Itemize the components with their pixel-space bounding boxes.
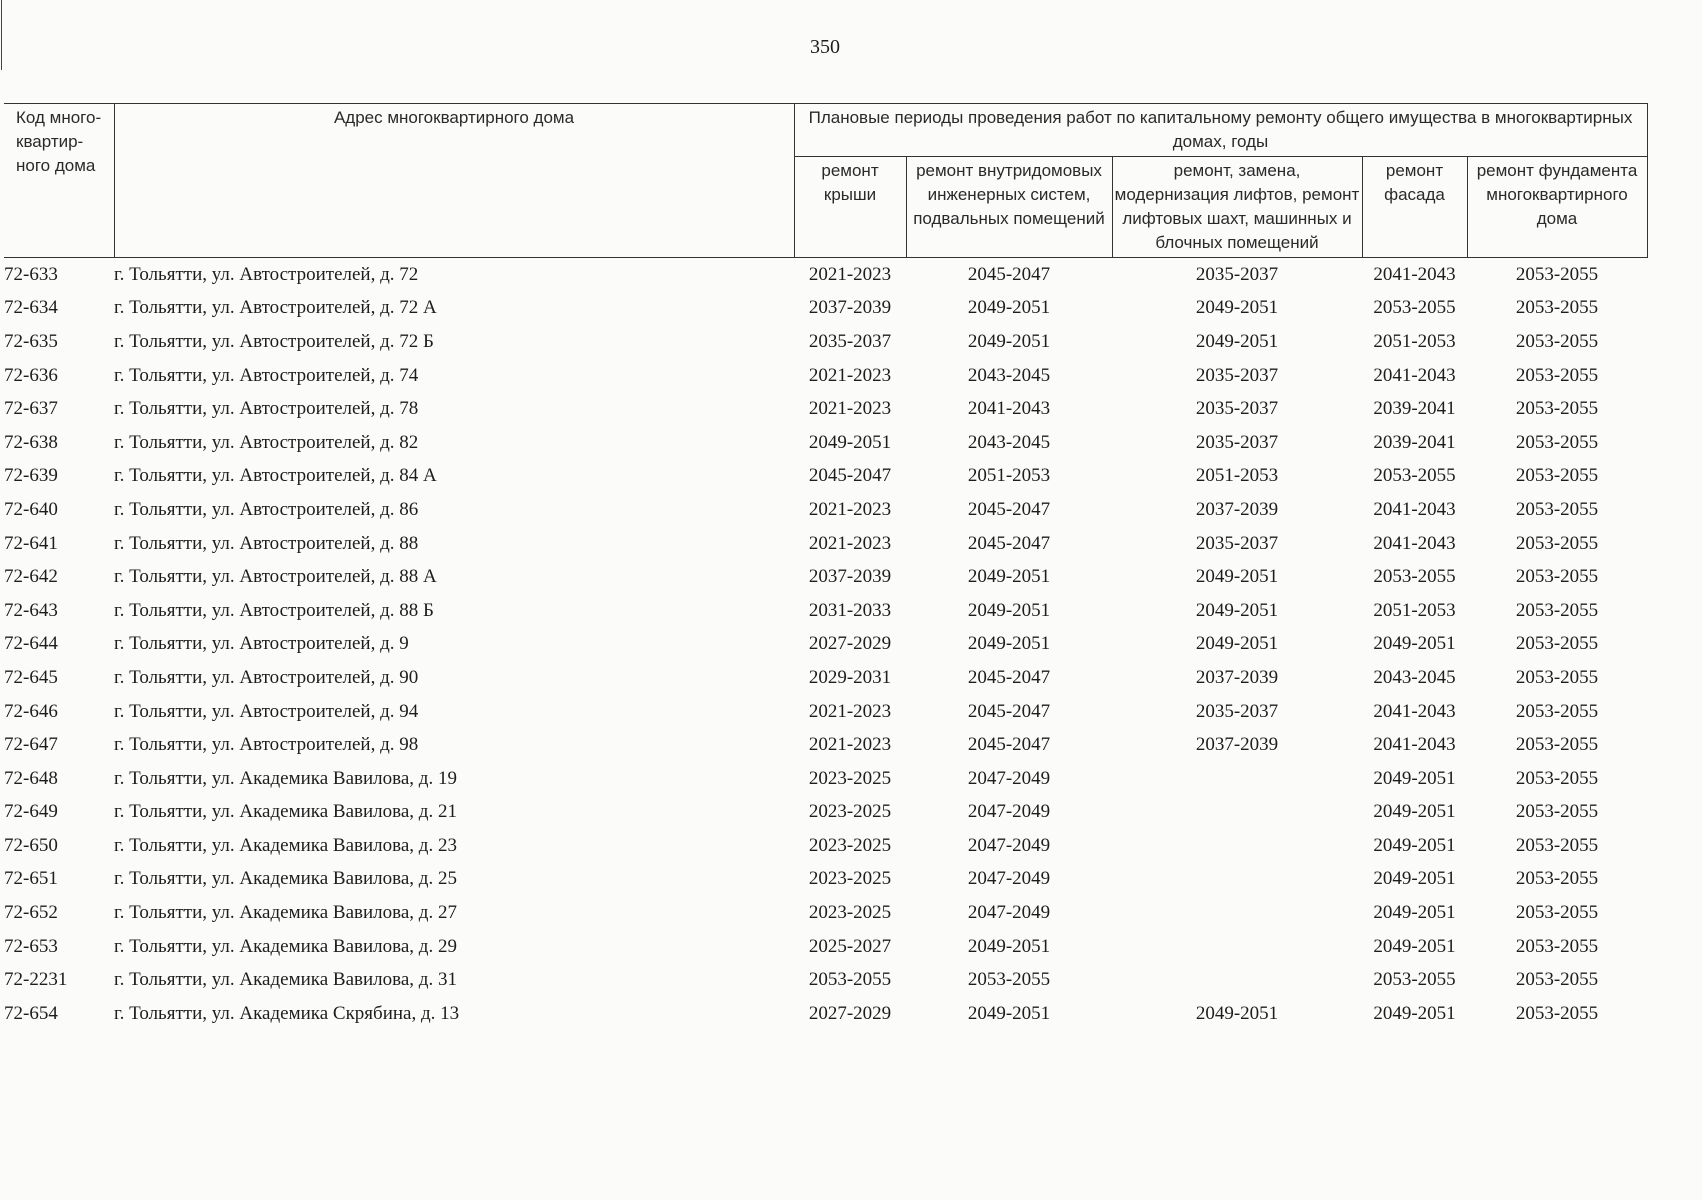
cell-roof: 2021-2023 xyxy=(808,700,892,722)
cell-facade: 2049-2051 xyxy=(1373,767,1456,789)
cell-engineering: 2049-2051 xyxy=(967,633,1051,655)
table-row xyxy=(4,762,1647,796)
cell-code: 72-646 xyxy=(4,700,58,722)
cell-roof: 2021-2023 xyxy=(808,734,892,756)
cell-elevators: 2049-2051 xyxy=(1195,297,1279,319)
header-foundation: ремонт фундамента многоквартирного дома xyxy=(1467,157,1647,258)
cell-code: 72-637 xyxy=(4,398,58,420)
cell-code: 72-638 xyxy=(4,431,58,453)
cell-elevators: 2035-2037 xyxy=(1195,263,1279,285)
cell-engineering: 2045-2047 xyxy=(967,263,1051,285)
cell-address: г. Тольятти, ул. Академика Вавилова, д. 23 xyxy=(114,834,457,856)
page-number: 350 xyxy=(810,36,840,58)
cell-elevators: 2049-2051 xyxy=(1195,633,1279,655)
table-row xyxy=(4,896,1647,930)
cell-elevators xyxy=(1112,863,1362,897)
cell-facade: 2049-2051 xyxy=(1373,902,1456,924)
table-row xyxy=(4,829,1647,863)
cell-facade: 2049-2051 xyxy=(1373,834,1456,856)
cell-code: 72-653 xyxy=(4,935,58,957)
cell-foundation: 2053-2055 xyxy=(1515,566,1599,588)
cell-code: 72-651 xyxy=(4,868,58,890)
cell-code: 72-640 xyxy=(4,498,58,520)
cell-facade: 2041-2043 xyxy=(1373,498,1456,520)
cell-foundation: 2053-2055 xyxy=(1515,868,1599,890)
table-body xyxy=(4,258,1647,1031)
cell-foundation: 2053-2055 xyxy=(1515,398,1599,420)
cell-address: г. Тольятти, ул. Академика Вавилова, д. 19 xyxy=(114,767,457,789)
table-row xyxy=(4,560,1647,594)
cell-facade: 2043-2045 xyxy=(1373,666,1456,688)
table-row xyxy=(4,628,1647,662)
cell-roof: 2023-2025 xyxy=(808,902,892,924)
cell-roof: 2021-2023 xyxy=(808,398,892,420)
cell-elevators: 2037-2039 xyxy=(1195,666,1279,688)
cell-foundation: 2053-2055 xyxy=(1515,532,1599,554)
cell-code: 72-650 xyxy=(4,834,58,856)
cell-address: г. Тольятти, ул. Академика Скрябина, д. 13 xyxy=(114,1002,460,1024)
cell-elevators: 2049-2051 xyxy=(1195,330,1279,352)
cell-address: г. Тольятти, ул. Автостроителей, д. 82 xyxy=(114,431,419,453)
cell-foundation: 2053-2055 xyxy=(1515,902,1599,924)
cell-foundation: 2053-2055 xyxy=(1515,969,1599,991)
cell-engineering: 2049-2051 xyxy=(967,297,1051,319)
table-row xyxy=(4,292,1647,326)
header-roof: ремонт крыши xyxy=(794,157,906,258)
cell-foundation: 2053-2055 xyxy=(1515,297,1599,319)
cell-roof: 2029-2031 xyxy=(808,666,892,688)
table-row xyxy=(4,728,1647,762)
cell-roof: 2023-2025 xyxy=(808,834,892,856)
cell-foundation: 2053-2055 xyxy=(1515,498,1599,520)
cell-address: г. Тольятти, ул. Автостроителей, д. 78 xyxy=(114,398,419,420)
cell-address: г. Тольятти, ул. Автостроителей, д. 94 xyxy=(114,700,419,722)
cell-foundation: 2053-2055 xyxy=(1515,834,1599,856)
header-engineering: ремонт внутридомовых инженерных систем, подвальных помещений xyxy=(906,157,1112,258)
cell-roof: 2035-2037 xyxy=(808,330,892,352)
cell-address: г. Тольятти, ул. Автостроителей, д. 86 xyxy=(114,498,419,520)
cell-address: г. Тольятти, ул. Академика Вавилова, д. 27 xyxy=(114,902,457,924)
cell-foundation: 2053-2055 xyxy=(1515,599,1599,621)
cell-engineering: 2053-2055 xyxy=(967,969,1051,991)
cell-elevators: 2035-2037 xyxy=(1195,700,1279,722)
cell-code: 72-635 xyxy=(4,330,58,352)
cell-facade: 2049-2051 xyxy=(1373,633,1456,655)
cell-facade: 2051-2053 xyxy=(1373,330,1456,352)
cell-elevators: 2035-2037 xyxy=(1195,364,1279,386)
cell-foundation: 2053-2055 xyxy=(1515,1002,1599,1024)
cell-address: г. Тольятти, ул. Автостроителей, д. 72 Б xyxy=(114,330,434,352)
cell-code: 72-2231 xyxy=(4,969,68,991)
cell-code: 72-634 xyxy=(4,297,58,319)
header-facade: ремонт фасада xyxy=(1362,157,1467,258)
cell-address: г. Тольятти, ул. Автостроителей, д. 88 Б xyxy=(114,599,434,621)
cell-address: г. Тольятти, ул. Академика Вавилова, д. 31 xyxy=(114,969,457,991)
cell-roof: 2023-2025 xyxy=(808,868,892,890)
cell-roof: 2031-2033 xyxy=(808,599,892,621)
cell-address: г. Тольятти, ул. Автостроителей, д. 74 xyxy=(114,364,419,386)
cell-address: г. Тольятти, ул. Академика Вавилова, д. 21 xyxy=(114,801,457,823)
cell-foundation: 2053-2055 xyxy=(1515,364,1599,386)
cell-roof: 2027-2029 xyxy=(808,1002,892,1024)
cell-elevators: 2037-2039 xyxy=(1195,734,1279,756)
cell-facade: 2053-2055 xyxy=(1373,969,1456,991)
cell-code: 72-633 xyxy=(4,263,58,285)
cell-address: г. Тольятти, ул. Академика Вавилова, д. 25 xyxy=(114,868,457,890)
cell-facade: 2039-2041 xyxy=(1373,398,1456,420)
cell-facade: 2053-2055 xyxy=(1373,566,1456,588)
table-row xyxy=(4,796,1647,830)
cell-facade: 2041-2043 xyxy=(1373,700,1456,722)
cell-code: 72-639 xyxy=(4,465,58,487)
cell-address: г. Тольятти, ул. Автостроителей, д. 72 А xyxy=(114,297,437,319)
cell-code: 72-654 xyxy=(4,1002,58,1024)
cell-code: 72-652 xyxy=(4,902,58,924)
table-row xyxy=(4,460,1647,494)
cell-engineering: 2043-2045 xyxy=(967,431,1051,453)
cell-facade: 2049-2051 xyxy=(1373,801,1456,823)
cell-elevators: 2035-2037 xyxy=(1195,431,1279,453)
cell-elevators: 2049-2051 xyxy=(1195,599,1279,621)
cell-facade: 2041-2043 xyxy=(1373,263,1456,285)
table-row xyxy=(4,493,1647,527)
cell-engineering: 2045-2047 xyxy=(967,666,1051,688)
table-row xyxy=(4,930,1647,964)
table-row xyxy=(4,426,1647,460)
table-row xyxy=(4,594,1647,628)
cell-engineering: 2047-2049 xyxy=(967,868,1051,890)
cell-engineering: 2045-2047 xyxy=(967,700,1051,722)
cell-facade: 2053-2055 xyxy=(1373,465,1456,487)
cell-facade: 2049-2051 xyxy=(1373,935,1456,957)
cell-code: 72-636 xyxy=(4,364,58,386)
cell-foundation: 2053-2055 xyxy=(1515,465,1599,487)
cell-engineering: 2049-2051 xyxy=(967,935,1051,957)
cell-elevators xyxy=(1112,896,1362,930)
cell-foundation: 2053-2055 xyxy=(1515,767,1599,789)
cell-foundation: 2053-2055 xyxy=(1515,734,1599,756)
cell-facade: 2039-2041 xyxy=(1373,431,1456,453)
cell-code: 72-641 xyxy=(4,532,58,554)
cell-engineering: 2049-2051 xyxy=(967,1002,1051,1024)
cell-foundation: 2053-2055 xyxy=(1515,633,1599,655)
cell-code: 72-644 xyxy=(4,633,58,655)
cell-facade: 2049-2051 xyxy=(1373,1002,1456,1024)
cell-engineering: 2051-2053 xyxy=(967,465,1051,487)
cell-foundation: 2053-2055 xyxy=(1515,330,1599,352)
cell-address: г. Тольятти, ул. Автостроителей, д. 88 А xyxy=(114,566,437,588)
cell-foundation: 2053-2055 xyxy=(1515,666,1599,688)
cell-address: г. Тольятти, ул. Автостроителей, д. 90 xyxy=(114,666,419,688)
cell-facade: 2053-2055 xyxy=(1373,297,1456,319)
cell-roof: 2025-2027 xyxy=(808,935,892,957)
cell-elevators xyxy=(1112,930,1362,964)
cell-engineering: 2047-2049 xyxy=(967,902,1051,924)
cell-roof: 2037-2039 xyxy=(808,297,892,319)
cell-address: г. Тольятти, ул. Автостроителей, д. 84 А xyxy=(114,465,437,487)
cell-roof: 2023-2025 xyxy=(808,767,892,789)
header-periods: Плановые периоды проведения работ по капитальному ремонту общего имущества в многоквартирных домах, годы xyxy=(794,104,1647,157)
table-row xyxy=(4,661,1647,695)
cell-elevators: 2035-2037 xyxy=(1195,398,1279,420)
cell-roof: 2049-2051 xyxy=(808,431,892,453)
cell-engineering: 2049-2051 xyxy=(967,330,1051,352)
cell-roof: 2021-2023 xyxy=(808,263,892,285)
cell-address: г. Тольятти, ул. Автостроителей, д. 88 xyxy=(114,532,419,554)
cell-roof: 2021-2023 xyxy=(808,498,892,520)
cell-address: г. Тольятти, ул. Автостроителей, д. 9 xyxy=(114,633,409,655)
cell-code: 72-649 xyxy=(4,801,58,823)
cell-elevators xyxy=(1112,829,1362,863)
table-row xyxy=(4,392,1647,426)
cell-code: 72-643 xyxy=(4,599,58,621)
cell-engineering: 2045-2047 xyxy=(967,498,1051,520)
table-row xyxy=(4,695,1647,729)
table-row xyxy=(4,359,1647,393)
cell-elevators: 2037-2039 xyxy=(1195,498,1279,520)
table-row xyxy=(4,997,1647,1031)
cell-foundation: 2053-2055 xyxy=(1515,801,1599,823)
cell-facade: 2041-2043 xyxy=(1373,532,1456,554)
cell-code: 72-642 xyxy=(4,566,58,588)
cell-roof: 2021-2023 xyxy=(808,364,892,386)
cell-foundation: 2053-2055 xyxy=(1515,263,1599,285)
cell-engineering: 2045-2047 xyxy=(967,734,1051,756)
cell-address: г. Тольятти, ул. Автостроителей, д. 98 xyxy=(114,734,419,756)
cell-roof: 2045-2047 xyxy=(808,465,892,487)
table-row xyxy=(4,325,1647,359)
cell-elevators: 2049-2051 xyxy=(1195,1002,1279,1024)
repair-schedule-table xyxy=(4,103,1648,1031)
cell-elevators xyxy=(1112,762,1362,796)
cell-elevators xyxy=(1112,796,1362,830)
cell-foundation: 2053-2055 xyxy=(1515,431,1599,453)
cell-engineering: 2047-2049 xyxy=(967,801,1051,823)
table-row xyxy=(4,863,1647,897)
cell-engineering: 2043-2045 xyxy=(967,364,1051,386)
cell-elevators: 2035-2037 xyxy=(1195,532,1279,554)
cell-foundation: 2053-2055 xyxy=(1515,935,1599,957)
page-edge-rule xyxy=(1,0,2,70)
cell-elevators xyxy=(1112,963,1362,997)
header-code: Код много-квартир-ного дома xyxy=(4,104,114,258)
cell-engineering: 2045-2047 xyxy=(967,532,1051,554)
cell-engineering: 2041-2043 xyxy=(967,398,1051,420)
cell-address: г. Тольятти, ул. Академика Вавилова, д. 29 xyxy=(114,935,457,957)
cell-facade: 2041-2043 xyxy=(1373,364,1456,386)
cell-code: 72-647 xyxy=(4,734,58,756)
cell-engineering: 2049-2051 xyxy=(967,599,1051,621)
header-address: Адрес многоквартирного дома xyxy=(114,104,794,258)
header-elevators: ремонт, замена, модернизация лифтов, ремонт лифтовых шахт, машинных и блочных помещений xyxy=(1112,157,1362,258)
cell-foundation: 2053-2055 xyxy=(1515,700,1599,722)
cell-facade: 2049-2051 xyxy=(1373,868,1456,890)
table-row xyxy=(4,527,1647,561)
cell-facade: 2041-2043 xyxy=(1373,734,1456,756)
cell-code: 72-645 xyxy=(4,666,58,688)
cell-facade: 2051-2053 xyxy=(1373,599,1456,621)
cell-engineering: 2049-2051 xyxy=(967,566,1051,588)
cell-roof: 2021-2023 xyxy=(808,532,892,554)
cell-roof: 2023-2025 xyxy=(808,801,892,823)
table-row xyxy=(4,258,1647,292)
cell-roof: 2053-2055 xyxy=(808,969,892,991)
cell-roof: 2037-2039 xyxy=(808,566,892,588)
cell-code: 72-648 xyxy=(4,767,58,789)
cell-elevators: 2049-2051 xyxy=(1195,566,1279,588)
cell-roof: 2027-2029 xyxy=(808,633,892,655)
cell-address: г. Тольятти, ул. Автостроителей, д. 72 xyxy=(114,263,419,285)
cell-elevators: 2051-2053 xyxy=(1195,465,1279,487)
cell-engineering: 2047-2049 xyxy=(967,767,1051,789)
cell-engineering: 2047-2049 xyxy=(967,834,1051,856)
table-row xyxy=(4,963,1647,997)
